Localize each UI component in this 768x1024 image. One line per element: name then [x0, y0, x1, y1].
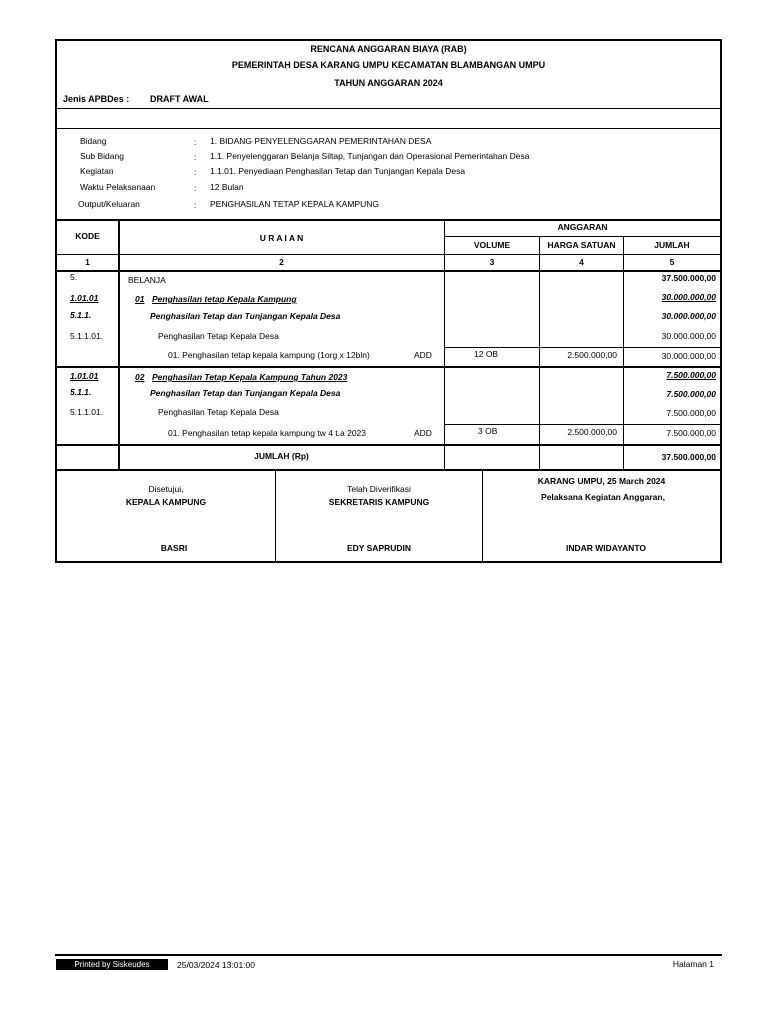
row-jumlah: 30.000.000,00: [661, 311, 716, 321]
row-kode: 1.01.01: [70, 371, 99, 381]
row-kode: 5.1.1.: [70, 387, 92, 397]
header-anggaran: ANGGARAN: [557, 222, 608, 232]
document-title: RENCANA ANGGARAN BIAYA (RAB): [310, 44, 467, 54]
sig-right-line2: Pelaksana Kegiatan Anggaran,: [541, 492, 665, 502]
row-number: 02: [135, 372, 145, 382]
detail-row-divider: [444, 424, 722, 425]
col-number-1: 1: [85, 257, 90, 267]
info-label-subbidang: Sub Bidang: [80, 151, 124, 161]
page-number: Halaman 1: [672, 959, 714, 969]
row-sumber-dana: ADD: [414, 350, 432, 360]
sig-middle-line1: Telah Diverifikasi: [347, 484, 411, 494]
document-year: TAHUN ANGGARAN 2024: [334, 78, 443, 88]
sig-left-line2: KEPALA KAMPUNG: [125, 497, 207, 507]
row-uraian: Penghasilan Tetap dan Tunjangan Kepala Desa: [150, 311, 341, 321]
row-jumlah: 7.500.000,00: [666, 389, 716, 399]
divider-group: [55, 366, 722, 368]
col-number-4: 4: [579, 257, 584, 267]
row-uraian: Penghasilan tetap Kepala Kampung: [152, 294, 297, 304]
row-volume: 12 OB: [474, 349, 499, 359]
total-label: JUMLAH (Rp): [254, 451, 309, 461]
info-sep: :: [194, 137, 197, 147]
divider-anggaran: [444, 236, 722, 237]
divider-header: [55, 108, 722, 109]
divider-blank: [55, 128, 722, 129]
row-uraian: Penghasilan Tetap dan Tunjangan Kepala Desa: [150, 388, 341, 398]
row-jumlah: 7.500.000,00: [666, 408, 716, 418]
col-number-5: 5: [669, 257, 675, 267]
header-kode: KODE: [75, 231, 100, 241]
header-jumlah: JUMLAH: [654, 240, 690, 250]
row-jumlah: 7.500.000,00: [666, 370, 716, 380]
header-uraian: U R A I A N: [259, 233, 304, 243]
row-kode: 1.01.01: [70, 293, 99, 303]
detail-row-divider: [444, 347, 722, 348]
row-jumlah: 7.500.000,00: [666, 428, 716, 438]
row-harga-satuan: 2.500.000,00: [567, 427, 617, 437]
col-number-2: 2: [279, 257, 284, 267]
frame-top-border: [55, 39, 722, 41]
divider-table-top: [55, 219, 722, 221]
sig-right-name: INDAR WIDAYANTO: [566, 543, 646, 553]
row-uraian: 01. Penghasilan tetap kepala kampung tw 4 t.a 2023: [168, 428, 367, 438]
jenis-label: Jenis APBDes :: [63, 94, 130, 104]
row-harga-satuan: 2.500.000,00: [567, 350, 617, 360]
info-label-bidang: Bidang: [80, 136, 107, 146]
row-kode: 5.1.1.: [70, 310, 92, 320]
header-harga-satuan: HARGA SATUAN: [547, 240, 616, 250]
divider-total-bottom: [55, 469, 722, 471]
col-number-3: 3: [489, 257, 495, 267]
sig-middle-line2: SEKRETARIS KAMPUNG: [328, 497, 430, 507]
row-kode: 5.: [70, 272, 78, 282]
sig-left-line1: Disetujui,: [148, 484, 184, 494]
row-jumlah: 30.000.000,00: [661, 292, 716, 302]
sig-middle-name: EDY SAPRUDIN: [346, 543, 412, 553]
info-label-output: Output/Keluaran: [78, 199, 140, 209]
row-uraian: Penghasilan Tetap Kepala Kampung Tahun 2023: [152, 372, 348, 382]
frame-right-border: [720, 39, 722, 563]
row-jumlah: 30.000.000,00: [661, 331, 716, 341]
row-uraian: 01. Penghasilan tetap kepala kampung (1org x 12bln): [168, 350, 370, 360]
header-volume: VOLUME: [473, 240, 511, 250]
info-value-waktu: 12 Bulan: [210, 182, 244, 192]
info-sep: :: [194, 200, 197, 210]
divider-numbers-bottom: [55, 270, 722, 272]
info-value-kegiatan: 1.1.01. Penyediaan Penghasilan Tetap dan Tunjangan Kepala Desa: [210, 166, 466, 176]
row-volume: 3 OB: [478, 426, 498, 436]
sig-right-line1: KARANG UMPU, 25 March 2024: [537, 476, 666, 486]
divider-total-top: [55, 444, 722, 446]
row-jumlah: 37.500.000,00: [661, 273, 716, 283]
printed-by-badge: Printed by Siskeudes: [56, 959, 168, 970]
sig-left-name: BASRI: [160, 543, 188, 553]
info-label-waktu: Waktu Pelaksanaan: [80, 182, 156, 192]
row-uraian: BELANJA: [128, 275, 166, 285]
total-value: 37.500.000,00: [661, 452, 716, 462]
info-value-bidang: 1. BIDANG PENYELENGGARAN PEMERINTAHAN DESA: [210, 136, 432, 146]
row-uraian: Penghasilan Tetap Kepala Desa: [158, 407, 279, 417]
info-sep: :: [194, 167, 197, 177]
info-sep: :: [194, 183, 197, 193]
info-label-kegiatan: Kegiatan: [80, 166, 114, 176]
info-value-output: PENGHASILAN TETAP KEPALA KAMPUNG: [210, 199, 379, 209]
row-sumber-dana: ADD: [414, 428, 432, 438]
frame-bottom-border: [55, 561, 722, 563]
divider-numbers-top: [55, 254, 722, 255]
row-uraian: Penghasilan Tetap Kepala Desa: [158, 331, 279, 341]
info-value-subbidang: 1.1. Penyelenggaran Belanja Siltap, Tunjangan dan Operasional Pemerintahan Desa: [210, 151, 530, 161]
row-kode: 5.1.1.01.: [70, 407, 104, 417]
info-sep: :: [194, 152, 197, 162]
row-kode: 5.1.1.01.: [70, 331, 104, 341]
jenis-value: DRAFT AWAL: [150, 94, 209, 104]
footer-rule: [55, 954, 722, 956]
print-timestamp: 25/03/2024 13:01:00: [177, 960, 255, 970]
row-number: 01: [135, 294, 145, 304]
document-subtitle: PEMERINTAH DESA KARANG UMPU KECAMATAN BLAMBANGAN UMPU: [231, 60, 546, 70]
row-jumlah: 30.000.000,00: [661, 351, 716, 361]
